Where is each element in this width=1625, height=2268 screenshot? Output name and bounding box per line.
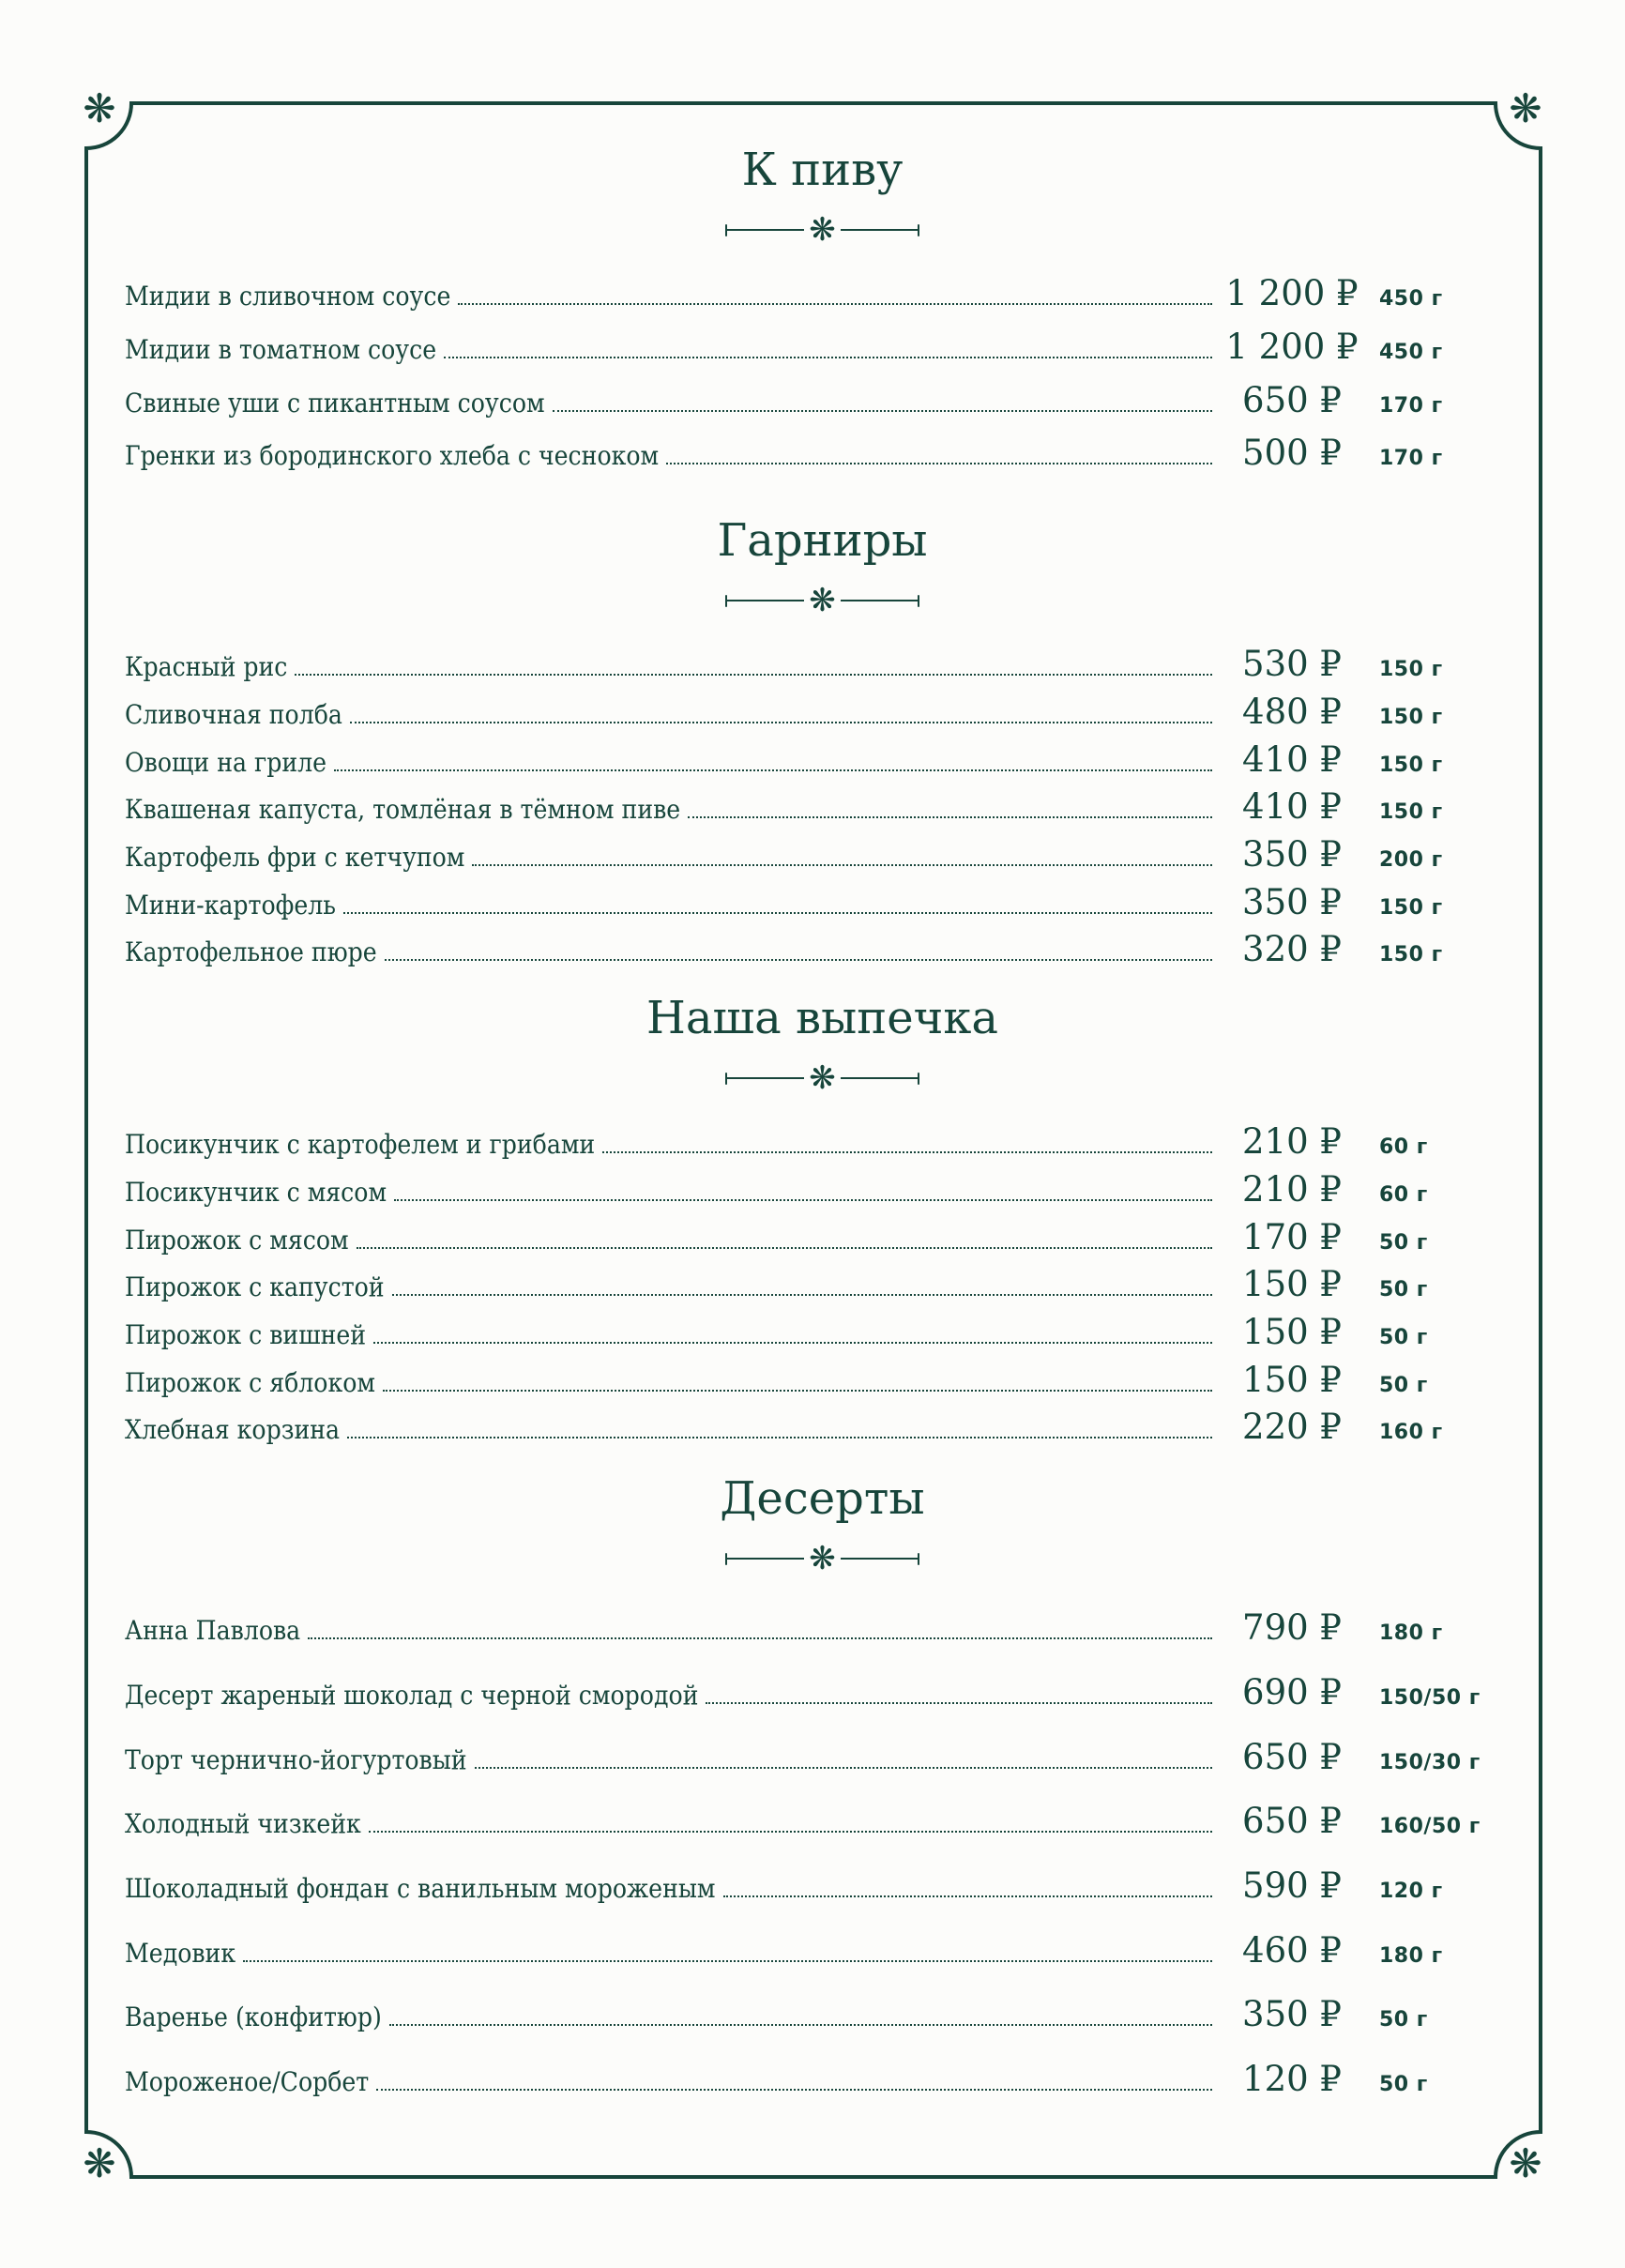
dotted-leader (369, 1831, 1212, 1833)
menu-section-pastry (125, 993, 1520, 1447)
dish-weight: 150 г (1379, 753, 1443, 777)
section-divider (125, 1540, 1520, 1577)
menu-item-row (125, 1123, 1520, 1162)
dish-weight: 200 г (1379, 847, 1443, 872)
dish-price: 650 ₽ (1242, 1736, 1342, 1777)
menu-item-row (125, 1311, 1520, 1352)
corner-flourish-icon: ❋ (83, 2140, 116, 2186)
dish-weight: 170 г (1379, 393, 1443, 418)
dish-price: 590 ₽ (1242, 1865, 1342, 1906)
dish-price: 650 ₽ (1242, 1801, 1342, 1842)
dish-price: 350 ₽ (1242, 1994, 1342, 2035)
dotted-leader (343, 912, 1212, 914)
divider-line (727, 600, 804, 602)
divider-flourish-icon: ❋ (809, 582, 836, 620)
dotted-leader (666, 463, 1212, 464)
dish-weight: 450 г (1379, 287, 1443, 312)
dish-price: 530 ₽ (1242, 644, 1342, 685)
dotted-leader (357, 1247, 1212, 1249)
section-title: К пиву (741, 144, 904, 196)
divider-line (727, 229, 804, 232)
menu-item-row (125, 646, 1520, 684)
dish-name: Варенье (конфитюр) (125, 2002, 382, 2033)
dish-weight: 150 г (1379, 800, 1443, 825)
corner-flourish-icon: ❋ (1509, 85, 1542, 131)
dotted-leader (553, 410, 1212, 412)
dotted-leader (243, 1960, 1212, 1962)
divider-line (841, 1077, 918, 1080)
dish-price: 460 ₽ (1242, 1929, 1342, 1971)
dish-weight: 450 г (1379, 340, 1443, 364)
dish-name: Красный рис (125, 651, 288, 683)
dish-price: 120 ₽ (1242, 2058, 1342, 2099)
divider-end-tick (918, 224, 920, 236)
dish-name: Квашеная капуста, томлёная в тёмном пиве (125, 794, 681, 826)
dish-name: Сливочная полба (125, 698, 342, 730)
dotted-leader (688, 816, 1212, 818)
dish-weight: 50 г (1379, 2008, 1428, 2032)
dish-price: 220 ₽ (1242, 1407, 1342, 1448)
section-divider (125, 582, 1520, 619)
dish-name: Картофельное пюре (125, 936, 377, 968)
menu-section-beer-snacks (125, 145, 1520, 473)
dotted-leader (373, 1342, 1212, 1344)
dish-weight: 50 г (1379, 2072, 1428, 2096)
divider-flourish-icon: ❋ (809, 1540, 836, 1578)
dotted-leader (706, 1702, 1212, 1704)
dish-weight: 50 г (1379, 1278, 1428, 1302)
dish-weight: 180 г (1379, 1621, 1443, 1646)
menu-item-row (125, 1609, 1520, 1648)
dish-price: 1 200 ₽ (1225, 273, 1359, 314)
corner-flourish-icon: ❋ (1509, 2140, 1542, 2186)
dish-weight: 150 г (1379, 895, 1443, 920)
dish-price: 480 ₽ (1242, 691, 1342, 732)
menu-item-row (125, 1168, 1520, 1210)
dish-price: 350 ₽ (1242, 881, 1342, 922)
dish-weight: 60 г (1379, 1135, 1428, 1160)
dish-price: 410 ₽ (1242, 738, 1342, 780)
dotted-leader (444, 357, 1212, 358)
dish-name: Мороженое/Сорбет (125, 2065, 370, 2097)
dish-name: Анна Павлова (125, 1615, 301, 1647)
dish-price: 210 ₽ (1242, 1121, 1342, 1163)
dish-weight: 60 г (1379, 1182, 1428, 1207)
dotted-leader (295, 674, 1212, 676)
dish-price: 650 ₽ (1242, 379, 1342, 420)
section-divider (125, 1059, 1520, 1097)
dish-name: Медовик (125, 1937, 236, 1969)
dish-name: Свиные уши с пикантным соусом (125, 387, 545, 419)
dotted-leader (472, 864, 1212, 866)
dish-name: Пирожок с яблоком (125, 1366, 375, 1398)
dotted-leader (385, 959, 1212, 961)
dish-name: Посикунчик с мясом (125, 1176, 387, 1208)
dish-name: Картофель фри с кетчупом (125, 841, 465, 873)
menu-item-row (125, 881, 1520, 922)
menu-item-row (125, 1803, 1520, 1841)
section-title: Гарниры (717, 513, 928, 567)
dish-price: 150 ₽ (1242, 1264, 1342, 1305)
menu-item-row (125, 1671, 1520, 1712)
section-title: Наша выпечка (646, 991, 998, 1044)
menu-item-row (125, 931, 1520, 969)
dish-name: Холодный чизкейк (125, 1808, 361, 1840)
divider-flourish-icon: ❋ (809, 211, 836, 250)
dish-price: 210 ₽ (1242, 1168, 1342, 1210)
dish-price: 500 ₽ (1242, 433, 1342, 474)
menu-item-row (125, 788, 1520, 827)
dish-weight: 50 г (1379, 1325, 1428, 1349)
dish-weight: 150/50 г (1379, 1685, 1481, 1710)
dish-name: Овощи на гриле (125, 746, 327, 778)
menu-item-row (125, 1867, 1520, 1906)
divider-line (727, 1077, 804, 1080)
dotted-leader (475, 1767, 1212, 1769)
corner-flourish-icon: ❋ (83, 85, 116, 131)
dotted-leader (347, 1437, 1212, 1438)
dish-name: Десерт жареный шоколад с черной смородой (125, 1679, 699, 1711)
dish-weight: 170 г (1379, 447, 1443, 471)
menu-content (125, 103, 1520, 2125)
divider-line (841, 229, 918, 232)
dotted-leader (350, 722, 1212, 723)
dish-weight: 50 г (1379, 1230, 1428, 1255)
dish-weight: 50 г (1379, 1373, 1428, 1397)
divider-end-tick (918, 1073, 920, 1085)
dotted-leader (723, 1895, 1212, 1897)
dish-price: 320 ₽ (1242, 929, 1342, 970)
menu-section-desserts (125, 1473, 1520, 2099)
dish-name: Мини-картофель (125, 889, 336, 921)
dish-name: Шоколадный фондан с ванильным мороженым (125, 1872, 716, 1904)
dotted-leader (389, 2024, 1212, 2026)
dotted-leader (334, 769, 1212, 771)
divider-end-tick (918, 595, 920, 607)
dish-name: Торт чернично-йогуртовый (125, 1743, 467, 1775)
divider-flourish-icon: ❋ (809, 1059, 836, 1098)
dotted-leader (392, 1294, 1212, 1296)
dish-name: Посикунчик с картофелем и грибами (125, 1129, 596, 1161)
dotted-leader (383, 1390, 1212, 1392)
menu-item-row (125, 693, 1520, 732)
menu-item-row (125, 328, 1520, 367)
divider-line (841, 600, 918, 602)
dish-weight: 150 г (1379, 705, 1443, 729)
section-divider (125, 211, 1520, 249)
dish-name: Хлебная корзина (125, 1414, 341, 1446)
dish-weight: 150 г (1379, 943, 1443, 967)
dish-price: 150 ₽ (1242, 1359, 1342, 1400)
dish-price: 150 ₽ (1242, 1311, 1342, 1352)
menu-item-row (125, 833, 1520, 875)
dish-name: Мидии в сливочном соусе (125, 281, 451, 312)
divider-line (727, 1558, 804, 1560)
menu-item-row (125, 1266, 1520, 1304)
divider-line (841, 1558, 918, 1560)
dish-price: 1 200 ₽ (1225, 326, 1359, 367)
menu-item-row (125, 1359, 1520, 1400)
dish-weight: 160/50 г (1379, 1815, 1481, 1839)
dish-weight: 150/30 г (1379, 1750, 1481, 1774)
menu-item-row (125, 1216, 1520, 1257)
menu-item-row (125, 275, 1520, 313)
dish-name: Пирожок с вишней (125, 1318, 367, 1350)
divider-end-tick (918, 1553, 920, 1565)
menu-item-row (125, 1929, 1520, 1971)
dish-name: Мидии в томатном соусе (125, 333, 437, 365)
dotted-leader (376, 2089, 1212, 2091)
dotted-leader (458, 303, 1212, 305)
section-title: Десерты (720, 1471, 925, 1525)
dish-price: 790 ₽ (1242, 1607, 1342, 1649)
menu-item-row (125, 738, 1520, 780)
dish-price: 690 ₽ (1242, 1671, 1342, 1712)
dish-price: 410 ₽ (1242, 786, 1342, 828)
dish-price: 170 ₽ (1242, 1216, 1342, 1257)
dish-weight: 160 г (1379, 1421, 1443, 1445)
menu-item-row (125, 379, 1520, 420)
dotted-leader (308, 1637, 1212, 1639)
menu-section-side-dishes (125, 515, 1520, 969)
menu-item-row (125, 1996, 1520, 2034)
dish-weight: 120 г (1379, 1879, 1443, 1903)
dish-weight: 180 г (1379, 1943, 1443, 1968)
dish-name: Пирожок с капустой (125, 1271, 385, 1303)
menu-item-row (125, 1736, 1520, 1777)
dish-price: 350 ₽ (1242, 833, 1342, 875)
dotted-leader (602, 1151, 1212, 1153)
dish-name: Пирожок с мясом (125, 1224, 349, 1256)
dotted-leader (394, 1199, 1212, 1201)
menu-item-row (125, 434, 1520, 473)
menu-item-row (125, 1408, 1520, 1447)
dish-weight: 150 г (1379, 658, 1443, 682)
dish-name: Гренки из бородинского хлеба с чесноком (125, 440, 660, 472)
menu-item-row (125, 2058, 1520, 2099)
